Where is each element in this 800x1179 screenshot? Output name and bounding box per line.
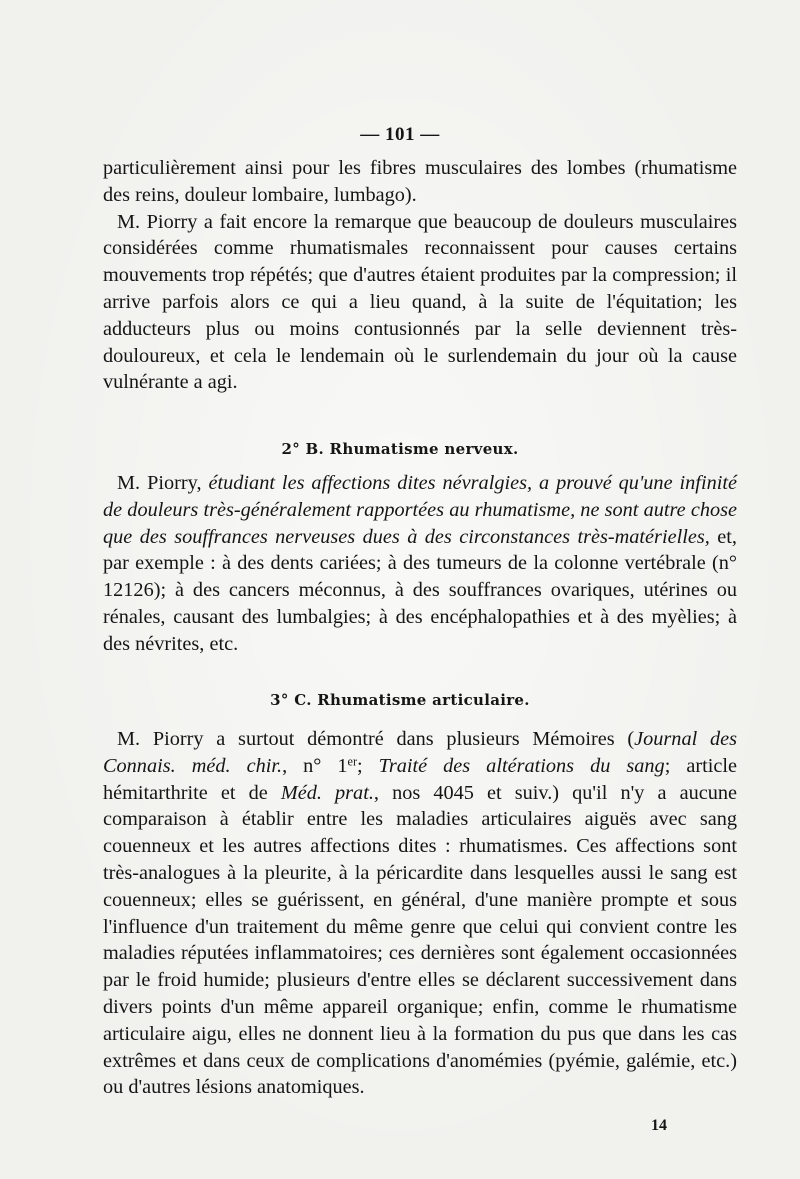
separator: ;: [357, 754, 379, 777]
section-heading-nerveux: 2° B. Rhumatisme nerveux.: [281, 440, 519, 458]
paragraph-muscular-pain: M. Piorry a fait encore la remarque que beaucoup de douleurs musculaires considérées comme rhumatismales reconnaissent pour causes certains mouvements trop répétés; que d'autres étaient produites par la compression; il arrive parfois alors ce qui a lieu quand, à la suite de l'équitation; les adducteurs plus ou moins contusionnés par la selle deviennent très-douloureux, et cela le lendemain où le surlendemain du jour où la cause vulnérante a agi.: [103, 210, 737, 394]
section-body-nerveux: [103, 470, 737, 658]
italic-passage: étudiant les affections dites névralgies, a prouvé qu'une infinité de douleurs très-généralement rapportées au rhumatisme, ne sont autre chose que des souffrances nerveuses dues à des circonstances très-matérielles,: [103, 472, 737, 548]
journal-title: Journal des Connais. méd. chir.: [103, 728, 737, 777]
folio-signature: 14: [651, 1117, 667, 1134]
section-heading-articulaire: 3° C. Rhumatisme articulaire.: [270, 691, 530, 709]
paragraph-lead: M. Piorry,: [117, 472, 202, 494]
paragraph-articulaire: [103, 726, 737, 1101]
superscript: er: [347, 754, 357, 769]
page-number: — 101 —: [360, 124, 440, 145]
article-ref: ; article hémitarthrite et de: [103, 754, 737, 804]
issue-number: , n° 1: [282, 754, 348, 777]
paragraph-rest: , nos 4045 et suiv.) qu'il n'y a aucune comparaison à établir entre les maladies articulaires aiguës avec sang couenneux et les autres affections dites : rhumatismes. Ces affections sont très-analogues à la pleurite, à la péricardite dans lesquelles aussi le sang est couenneux; elles se guérissent, en général, d'une manière prompte et sous l'influence d'un traitement du même genre que celui qui convient contre les maladies réputées inflammatoires; ces dernières sont également occasionnées par le froid humide; plusieurs d'entre elles se déclarent successivement dans divers points d'un même appareil organique; enfin, comme le rhumatisme articulaire aigu, elles ne donnent lieu à la formation du pus que dans les cas extrêmes et dans ceux de complications d'anomémies (pyémie, galémie, etc.) ou d'autres lésions anatomiques.: [103, 781, 738, 1099]
paragraph-group-lumbago: [103, 155, 737, 396]
paragraph-rest: et, par exemple : à des dents cariées; à des tumeurs de la colonne vertébrale (n° 12126); à des cancers méconnus, à des souffrances ovariques, utérines ou rénales, causant des lumbalgies; à des encéphalopathies et à des myèlies; à des névrites, etc.: [103, 525, 737, 655]
paragraph-lead: M. Piorry a surtout démontré dans plusieurs Mémoires (: [117, 728, 635, 750]
section-body-articulaire: [103, 726, 737, 1101]
paragraph-continuation: particulièrement ainsi pour les fibres musculaires des lombes (rhumatisme des reins, douleur lombaire, lumbago).: [103, 157, 737, 206]
treatise-title: Traité des altérations du sang: [378, 754, 665, 777]
paragraph-nerveux: [103, 470, 737, 658]
med-prat-title: Méd. prat.: [280, 781, 374, 804]
